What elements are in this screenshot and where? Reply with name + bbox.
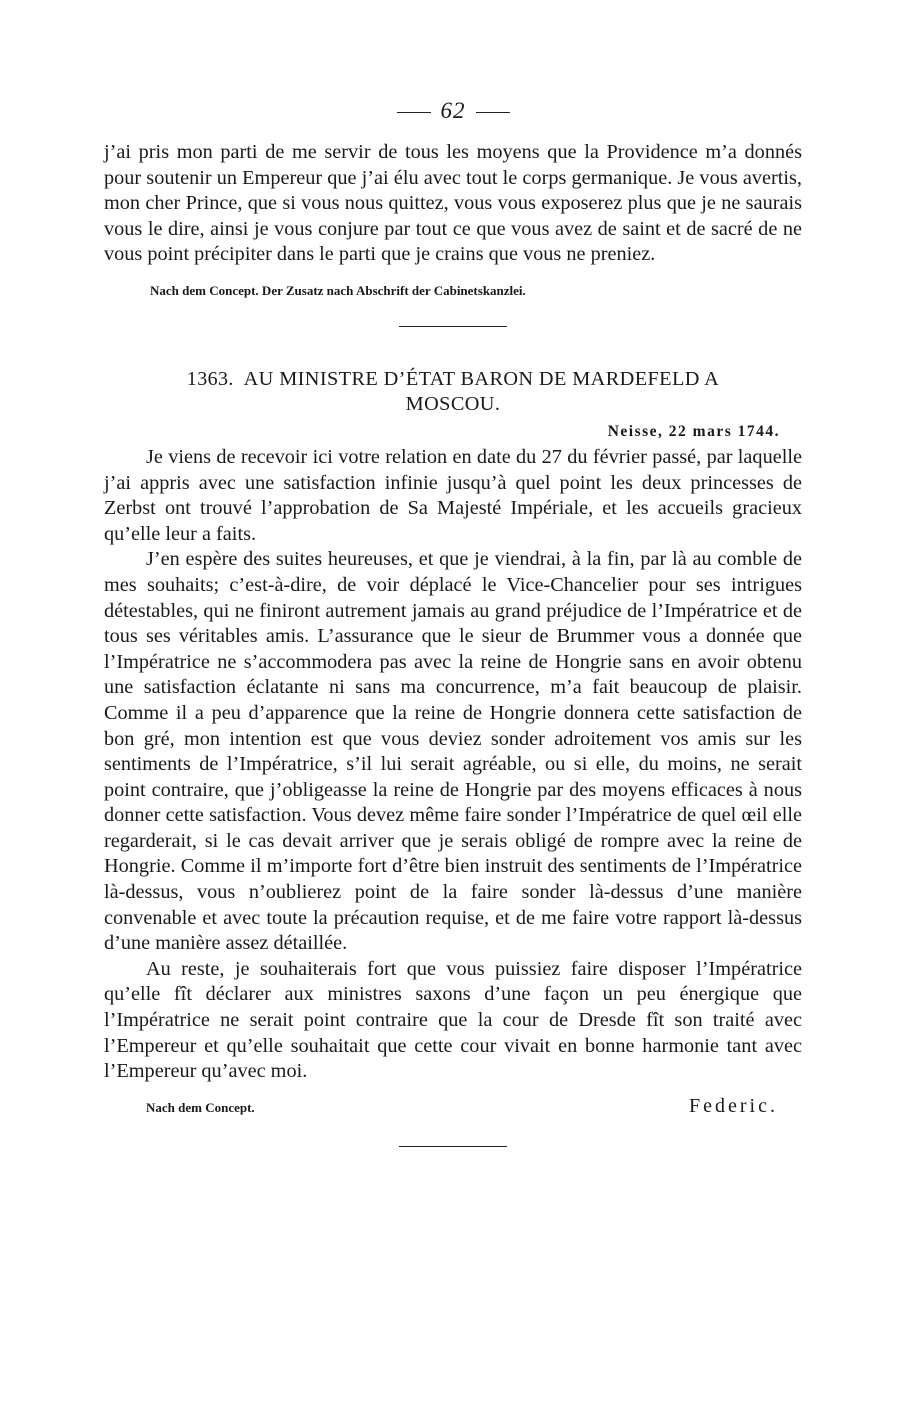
signature-row: [104, 1095, 802, 1118]
letter-source-note: Nach dem Concept.: [146, 1099, 255, 1115]
letter-addressee: AU MINISTRE D’ÉTAT BARON DE MARDEFELD A: [243, 367, 720, 390]
document-page: [104, 96, 802, 1147]
letter-number: 1363.: [186, 367, 234, 390]
letter-dateline: Neisse, 22 mars 1744.: [607, 422, 780, 440]
letter-heading: [104, 367, 802, 417]
continuation-paragraph: j’ai pris mon parti de me servir de tous les moyens que la Providence m’a donnés pour soutenir un Empereur que j’ai élu avec tout le corps germanique. Je vous avertis, mon cher Prince, que si vous nous quittez, vous vous exposerez plus que je ne saurais vous le dire, ainsi je vous conjure par tout ce que vous avez de saint et de sacré de ne vous point précipiter dans le parti que je crains que vous ne preniez.: [104, 141, 802, 266]
letter-paragraph-1: Je viens de recevoir ici votre relation en date du 27 du février passé, par laquelle j’ai appris avec une satisfaction infinie jusqu’à quel point les deux princesses de Zerbst ont trouvé l’approbation de Sa Majesté Impériale, et les accueils gracieux qu’elle leur a faits.: [104, 445, 802, 545]
letter-signature: Federic.: [689, 1094, 778, 1117]
page-number-dash-right: [476, 112, 510, 113]
page-number-text: 62: [440, 98, 466, 123]
continuation-source-note: Nach dem Concept. Der Zusatz nach Abschrift der Cabinetskanzlei.: [150, 282, 526, 298]
bottom-divider: [399, 1146, 507, 1147]
page-number-dash-left: [397, 112, 431, 113]
letter-heading-line-2: MOSCOU.: [405, 392, 501, 415]
letter-paragraph-2: J’en espère des suites heureuses, et que je viendrai, à la fin, par là au comble de mes souhaits; c’est-à-dire, de voir déplacé le Vice-Chancelier pour ses intrigues détestables, qui ne finiront autrement jamais au grand préjudice de l’Impératrice et de tous ses véritables amis. L’assurance que le sieur de Brummer vous a donnée que l’Impératrice ne s’accommodera pas avec la reine de Hongrie sans en avoir obtenu une satisfaction éclatante ni sans ma concurrence, m’a fait beaucoup de plaisir. Comme il a peu d’apparence que la reine de Hongrie donnera cette satisfaction de bon gré, mon intention est que vous deviez sonder adroitement vos amis sur les sentiments de l’Impératrice, s’il lui serait agréable, ou si elle, du moins, ne serait point contraire, que j’obligeasse la reine de Hongrie par des moyens efficaces à nous donner cette satisfaction. Vous devez même faire sonder l’Impératrice de quel œil elle regarderait, si le cas devait arriver que je serais obligé de rompre avec la reine de Hongrie. Comme il m’importe fort d’être bien instruit des sentiments de l’Impératrice là-dessus, vous n’oublierez point de la faire sonder là-dessus d’une manière convenable et avec toute la précaution requise, et de me faire votre rapport là-dessus d’une manière assez détaillée.: [104, 548, 802, 955]
letter-heading-line-1: [104, 367, 802, 392]
letter-paragraph-3: Au reste, je souhaiterais fort que vous puissiez faire disposer l’Impératrice qu’elle fît déclarer aux ministres saxons d’une façon un peu énergique que l’Impératrice ne serait point contraire que la cour de Dresde fît son traité avec l’Empereur et qu’elle souhaitait que cette cour vivait en bonne harmonie tant avec l’Empereur qu’avec moi.: [104, 957, 802, 1083]
page-number: [104, 96, 802, 140]
section-divider: [399, 326, 507, 327]
